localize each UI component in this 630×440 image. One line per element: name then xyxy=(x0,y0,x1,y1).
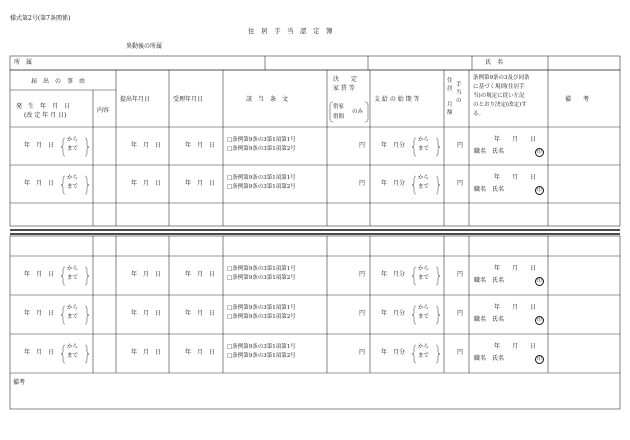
row-date: 年 月 日 xyxy=(24,271,55,278)
rent-header-line1: 決 定 xyxy=(333,76,358,83)
rule-text-line3: 当)の規定に従い左記 xyxy=(473,93,525,99)
form-number: 様式第2号(第7条関係) xyxy=(10,15,71,22)
kara-label: から xyxy=(67,305,79,311)
receipt-date-header: 受理年月日 xyxy=(173,96,204,103)
made-label: まで xyxy=(67,184,79,190)
month-from: 年 月分 xyxy=(381,310,406,317)
occurrence-date-header: 発 生 年 月 日 xyxy=(16,103,71,110)
article-option-2: □条例第9条の3第1項第2号 xyxy=(227,146,296,152)
article-option-2: □条例第9条の3第1項第2号 xyxy=(227,184,296,190)
article-option-1: □条例第9条の3第1項第1号 xyxy=(227,175,296,181)
receipt-date: 年 月 日 xyxy=(185,180,216,187)
rent-yen: 円 xyxy=(359,180,366,187)
row-date: 年 月 日 xyxy=(24,310,55,317)
rule-text-line1: 条例第9条の3及び同条 xyxy=(473,75,530,81)
start-made: まで xyxy=(418,146,430,152)
reason-header: 届 出 の 事 由 xyxy=(31,78,86,85)
start-kara: から xyxy=(418,175,430,181)
start-kara: から xyxy=(418,305,430,311)
monthly-amount-char: 額 xyxy=(447,110,453,116)
occurrence-date-subheader: (改 定 年 月 日) xyxy=(24,112,67,119)
remarks-header: 備 考 xyxy=(565,96,590,103)
affiliation-after-label: 異動後の所属 xyxy=(126,43,163,50)
decision-date: 年 月 日 xyxy=(494,265,537,272)
rule-text-line2: に基づく規則(住居手 xyxy=(473,84,525,90)
title-name: 職名 氏名 xyxy=(474,148,505,155)
start-kara: から xyxy=(418,137,430,143)
monthly-amount-char: 当 xyxy=(456,90,462,96)
made-label: まで xyxy=(67,275,79,281)
submit-date: 年 月 日 xyxy=(131,271,162,278)
rule-text-line5: る。 xyxy=(473,111,485,117)
row-date: 年 月 日 xyxy=(24,349,55,356)
article-option-1: □条例第9条の3第1項第1号 xyxy=(227,137,296,143)
monthly-amount-char: の xyxy=(456,98,462,104)
amount-yen: 円 xyxy=(457,271,464,278)
seal-mark: 印 xyxy=(536,317,542,323)
rent-yen: 円 xyxy=(359,349,366,356)
start-made: まで xyxy=(418,184,430,190)
decision-date: 年 月 日 xyxy=(494,304,537,311)
receipt-date: 年 月 日 xyxy=(185,271,216,278)
rent-header-line2: 家 賃 等 xyxy=(333,85,355,92)
submit-date: 年 月 日 xyxy=(131,349,162,356)
monthly-amount-header xyxy=(447,78,467,122)
title-name: 職名 氏名 xyxy=(474,316,505,323)
rent-yen: 円 xyxy=(359,310,366,317)
receipt-date: 年 月 日 xyxy=(185,310,216,317)
monthly-amount-char: 住 xyxy=(447,78,453,84)
article-option-2: □条例第9条の3第1項第2号 xyxy=(227,314,296,320)
month-from: 年 月分 xyxy=(381,180,406,187)
amount-yen: 円 xyxy=(457,180,464,187)
made-label: まで xyxy=(67,314,79,320)
payment-start-header: 支 給 の 始 期 等 xyxy=(374,96,420,103)
content-header: 内容 xyxy=(97,107,110,114)
decision-date: 年 月 日 xyxy=(494,174,537,181)
month-from: 年 月分 xyxy=(381,349,406,356)
start-kara: から xyxy=(418,344,430,350)
page-title: 住 居 手 当 認 定 簿 xyxy=(248,27,333,35)
rent-note-shakuya: 借家 xyxy=(333,104,345,110)
start-kara: から xyxy=(418,266,430,272)
amount-yen: 円 xyxy=(457,310,464,317)
row-date: 年 月 日 xyxy=(24,180,55,187)
decision-date: 年 月 日 xyxy=(494,136,537,143)
article-header: 該 当 条 文 xyxy=(246,96,289,103)
article-option-1: □条例第9条の3第1項第1号 xyxy=(227,344,296,350)
monthly-amount-char: 居 xyxy=(447,86,453,92)
affiliation-label: 所 属 xyxy=(14,59,33,66)
rule-text-line4: のとおり決定(改定)す xyxy=(473,102,527,108)
kara-label: から xyxy=(67,344,79,350)
title-name: 職名 氏名 xyxy=(474,277,505,284)
receipt-date: 年 月 日 xyxy=(185,349,216,356)
row-date: 年 月 日 xyxy=(24,142,55,149)
article-option-1: □条例第9条の3第1項第1号 xyxy=(227,305,296,311)
title-name: 職名 氏名 xyxy=(474,186,505,193)
footer-remarks-label: 備考 xyxy=(13,379,26,386)
submit-date: 年 月 日 xyxy=(131,180,162,187)
submit-date-header: 提出年月日 xyxy=(120,96,151,103)
article-option-2: □条例第9条の3第1項第2号 xyxy=(227,275,296,281)
article-option-1: □条例第9条の3第1項第1号 xyxy=(227,266,296,272)
amount-yen: 円 xyxy=(457,142,464,149)
receipt-date: 年 月 日 xyxy=(185,142,216,149)
month-from: 年 月分 xyxy=(381,142,406,149)
made-label: まで xyxy=(67,146,79,152)
start-made: まで xyxy=(418,314,430,320)
rent-yen: 円 xyxy=(359,271,366,278)
seal-mark: 印 xyxy=(536,149,542,155)
submit-date: 年 月 日 xyxy=(131,310,162,317)
monthly-amount-char: 手 xyxy=(456,82,462,88)
seal-mark: 印 xyxy=(536,187,542,193)
kara-label: から xyxy=(67,266,79,272)
start-made: まで xyxy=(418,353,430,359)
rent-yen: 円 xyxy=(359,142,366,149)
name-label: 氏 名 xyxy=(485,59,504,66)
article-option-2: □条例第9条の3第1項第2号 xyxy=(227,353,296,359)
kara-label: から xyxy=(67,175,79,181)
start-made: まで xyxy=(418,275,430,281)
made-label: まで xyxy=(67,353,79,359)
submit-date: 年 月 日 xyxy=(131,142,162,149)
seal-mark: 印 xyxy=(536,278,542,284)
title-name: 職名 氏名 xyxy=(474,355,505,362)
rent-note-shakuma: 借間 xyxy=(333,114,345,120)
rent-note-nomi: のみ xyxy=(352,109,364,115)
amount-yen: 円 xyxy=(457,349,464,356)
monthly-amount-char: 月 xyxy=(447,102,453,108)
kara-label: から xyxy=(67,137,79,143)
seal-mark: 印 xyxy=(536,356,542,362)
month-from: 年 月分 xyxy=(381,271,406,278)
decision-date: 年 月 日 xyxy=(494,343,537,350)
